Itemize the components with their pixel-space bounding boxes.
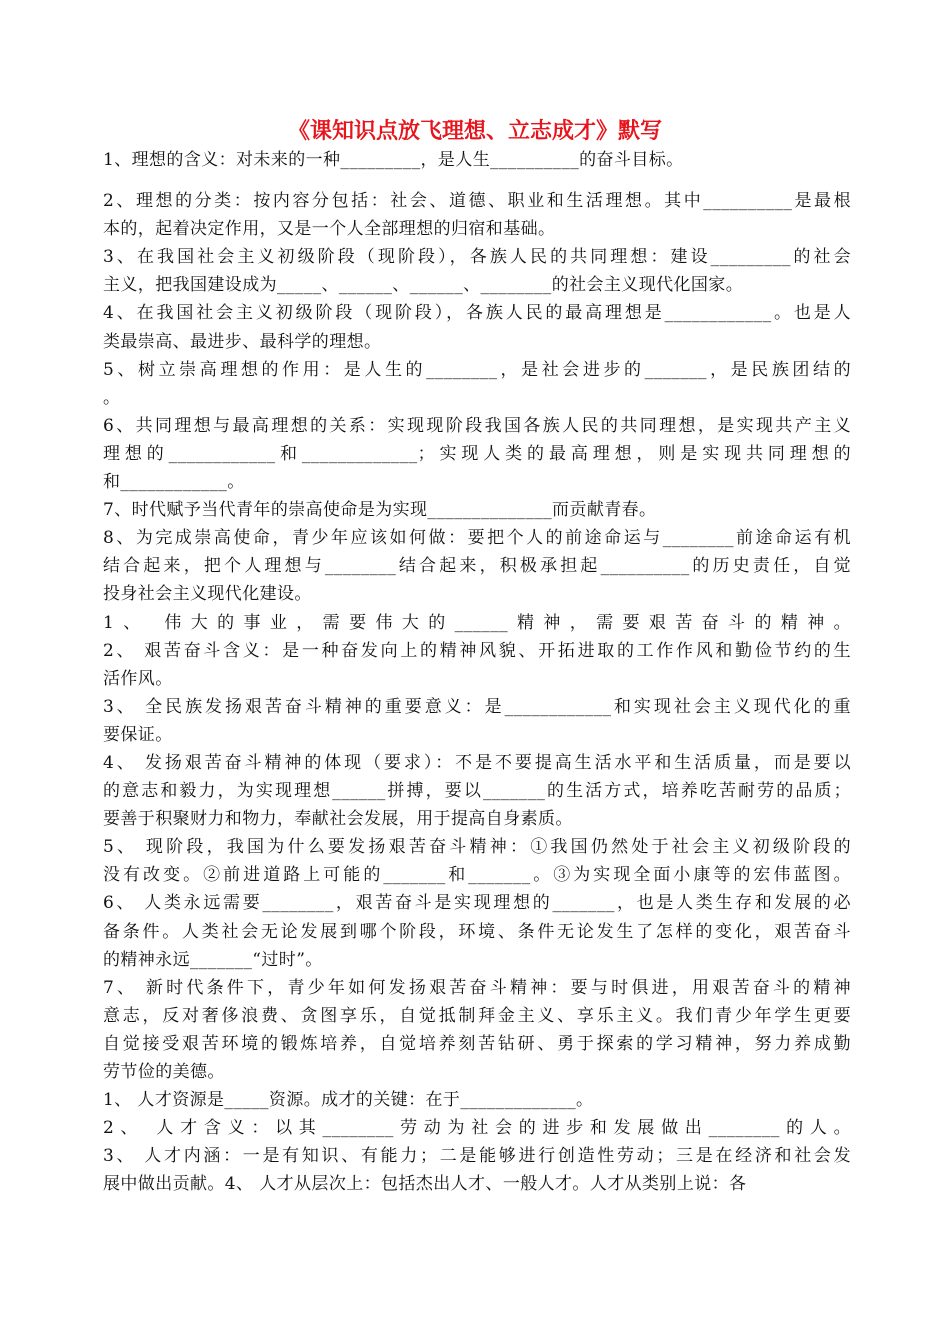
document-title: 《课知识点放飞理想、立志成才》默写 [287,118,662,144]
text-line: 5、树立崇高理想的作用：是人生的________，是社会进步的_______，是民族团结的 [103,359,851,380]
text-line: 1、 伟大的事业，需要伟大的______精神，需要艰苦奋斗的精神。 [103,612,851,633]
text-line: 本的，起着决定作用，又是一个人全部理想的归宿和基础。 [103,219,556,240]
text-line: 3、 人才内涵：一是有知识、有能力；二是能够进行创造性劳动；三是在经济和社会发 [103,1146,851,1167]
text-line: 主义，把我国建设成为_____、______、______、________的社会主义现代化国家。 [103,275,744,296]
text-line: 1、 人才资源是_____资源。成才的关键：在于_____________。 [103,1090,594,1111]
text-line: 投身社会主义现代化建设。 [103,584,312,605]
text-line: 3、在我国社会主义初级阶段（现阶段），各族人民的共同理想：建设_________的社会 [103,247,851,268]
text-line: 意志，反对奢侈浪费、贪图享乐，自觉抵制拜金主义、享乐主义。我们青少年学生更要 [103,1005,851,1026]
text-line: 劳节俭的美德。 [103,1062,225,1082]
text-line: 理想的____________和_____________；实现人类的最高理想，则是实现共同理想的 [103,443,851,464]
text-line: 1、理想的含义：对未来的一种_________，是人生__________的奋斗目标。 [103,150,684,170]
text-line: 4、 发扬艰苦奋斗精神的体现（要求）：不是不要提高生活水平和生活质量，而是要以 [103,752,851,773]
text-line: 结合起来，把个人理想与________结合起来，积极承担起__________的历史责任，自觉 [103,556,851,577]
text-line: 的意志和毅力，为实现理想______拼搏，要以_______的生活方式，培养吃苦耐劳的品质； [103,781,851,802]
document-body [103,146,851,1198]
text-line: 2、 艰苦奋斗含义：是一种奋发向上的精神风貌、开拓进取的工作作风和勤俭节约的生 [103,640,851,661]
text-line: 4、在我国社会主义初级阶段（现阶段），各族人民的最高理想是____________。也是人 [103,303,851,324]
text-line: 7、 新时代条件下，青少年如何发扬艰苦奋斗精神：要与时俱进，用艰苦奋斗的精神 [103,977,851,998]
text-line: 展中做出贡献。4、 人才从层次上：包括杰出人才、一般人才。人才从类别上说：各 [103,1174,747,1195]
text-line: 备条件。人类社会无论发展到哪个阶段，环境、条件无论发生了怎样的变化，艰苦奋斗 [103,921,851,942]
text-line: 3、 全民族发扬艰苦奋斗精神的重要意义：是____________和实现社会主义现代化的重 [103,696,851,717]
text-line: 类最崇高、最进步、最科学的理想。 [103,331,382,352]
text-line: 没有改变。②前进道路上可能的_______和_______。③为实现全面小康等的宏伟蓝图。 [103,865,851,886]
text-line: 5、 现阶段，我国为什么要发扬艰苦奋斗精神：①我国仍然处于社会主义初级阶段的 [103,837,851,858]
text-line: 6、 人类永远需要________，艰苦奋斗是实现理想的_______，也是人类生存和发展的必 [103,893,851,914]
paragraph-gap [103,174,851,187]
text-line: 8、为完成崇高使命，青少年应该如何做：要把个人的前途命运与________前途命运有机 [103,528,851,549]
text-line: 6、共同理想与最高理想的关系：实现现阶段我国各族人民的共同理想，是实现共产主义 [103,415,851,436]
text-line: 要善于积聚财力和物力，奉献社会发展，用于提高自身素质。 [103,809,573,830]
text-line: 要保证。 [103,724,173,745]
text-line: 自觉接受艰苦环境的锻炼培养，自觉培养刻苦钻研、勇于探索的学习精神，努力养成勤 [103,1033,851,1054]
text-line: 活作风。 [103,668,173,689]
text-line: 和____________。 [103,472,245,493]
text-line: 。 [103,387,121,408]
text-line: 2、 人才含义：以其________劳动为社会的进步和发展做出________的人。 [103,1118,851,1139]
text-line: 2、理想的分类：按内容分包括：社会、道德、职业和生活理想。其中__________是最根 [103,191,851,212]
text-line: 7、时代赋予当代青年的崇高使命是为实现______________而贡献青春。 [103,500,657,521]
text-line: 的精神永远_______“过时”。 [103,949,323,970]
